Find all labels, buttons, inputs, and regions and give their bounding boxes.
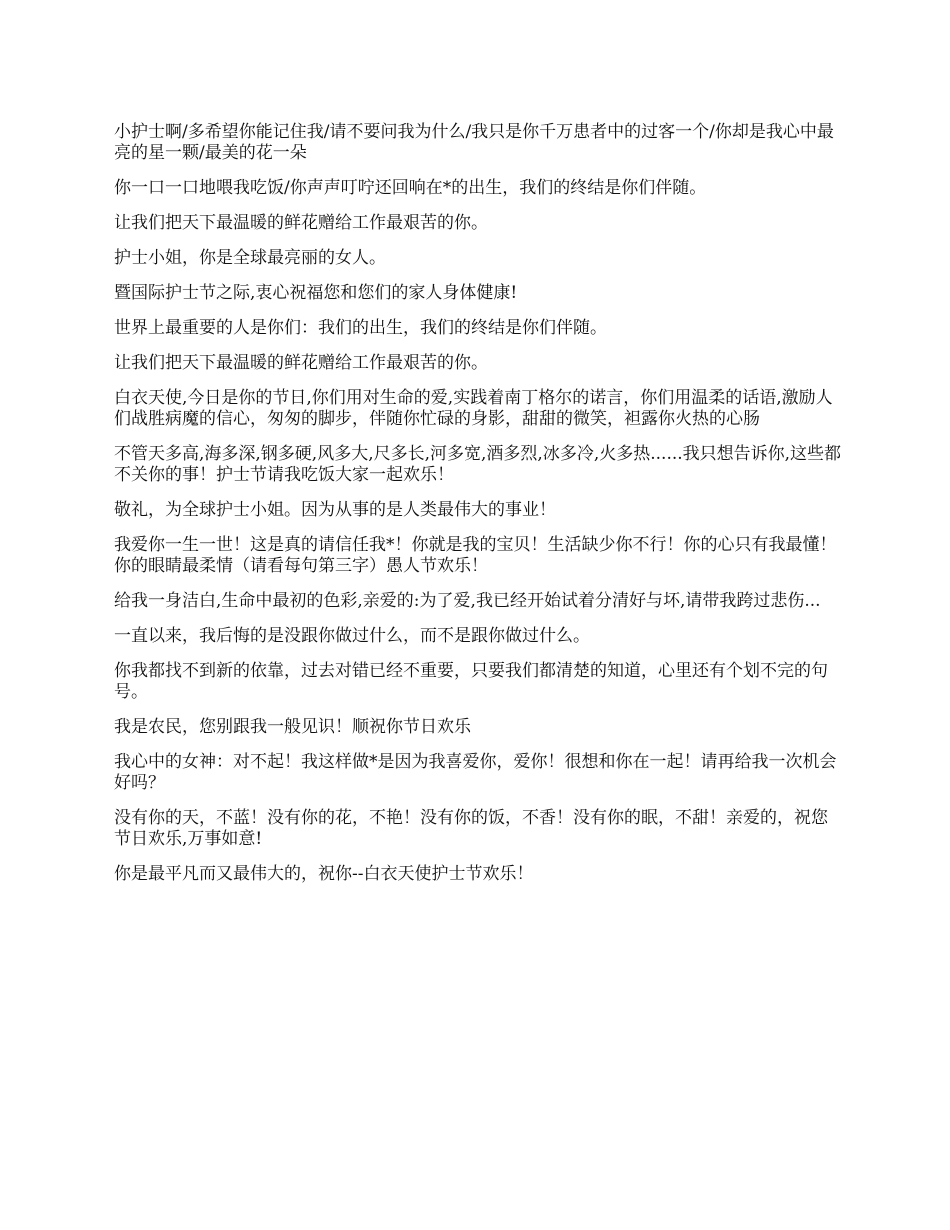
paragraph-4: 护士小姐，你是全球最亮丽的女人。 xyxy=(114,248,386,268)
paragraph-17: 没有你的天，不蓝！没有你的花，不艳！没有你的饭，不香！没有你的眠，不甜！亲爱的，祝您节日欢乐,万事如意! xyxy=(114,808,828,849)
paragraph-2: 你一口一口地喂我吃饭/你声声叮咛还回响在*的出生，我们的终结是你们伴随。 xyxy=(114,178,707,198)
paragraph-16: 我心中的女神：对不起！我这样做*是因为我喜爱你，爱你！很想和你在一起！请再给我一次机会好吗？ xyxy=(114,752,837,793)
paragraph-5: 暨国际护士节之际,衷心祝福您和您们的家人身体健康! xyxy=(114,283,518,303)
paragraph-18: 你是最平凡而又最伟大的，祝你--白衣天使护士节欢乐！ xyxy=(114,864,534,884)
paragraph-1: 小护士啊/多希望你能记住我/请不要问我为什么/我只是你千万患者中的过客一个/你却是我心中最亮的星一颗/最美的花一朵 xyxy=(114,122,834,163)
paragraph-13: 一直以来，我后悔的是没跟你做过什么，而不是跟你做过什么。 xyxy=(114,626,590,646)
paragraph-12: 给我一身洁白,生命中最初的色彩,亲爱的:为了爱,我已经开始试着分清好与坏,请带我跨过悲伤... xyxy=(114,591,821,611)
paragraph-9: 不管天多高,海多深,钢多硬,风多大,尺多长,河多宽,酒多烈,冰多冷,火多热......我只想告诉你,这些都不关你的事！护士节请我吃饭大家一起欢乐！ xyxy=(114,444,842,485)
paragraph-8: 白衣天使,今日是你的节日,你们用对生命的爱,实践着南丁格尔的诺言，你们用温柔的话语,激励人们战胜病魔的信心，匆匆的脚步，伴随你忙碌的身影，甜甜的微笑，袒露你火热的心肠 xyxy=(114,388,833,429)
paragraph-6: 世界上最重要的人是你们：我们的出生，我们的终结是你们伴随。 xyxy=(114,318,607,338)
document-body xyxy=(114,122,842,899)
paragraph-11: 我爱你一生一世！这是真的请信任我*！你就是我的宝贝！生活缺少你不行！你的心只有我最懂！你的眼睛最柔情（请看每句第三字）愚人节欢乐！ xyxy=(114,535,837,576)
paragraph-14: 你我都找不到新的依靠，过去对错已经不重要，只要我们都清楚的知道，心里还有个划不完的句号。 xyxy=(114,661,828,702)
paragraph-15: 我是农民，您别跟我一般见识！顺祝你节日欢乐 xyxy=(114,717,471,737)
paragraph-7: 让我们把天下最温暖的鲜花赠给工作最艰苦的你。 xyxy=(114,353,488,373)
paragraph-3: 让我们把天下最温暖的鲜花赠给工作最艰苦的你。 xyxy=(114,213,488,233)
paragraph-10: 敬礼，为全球护士小姐。因为从事的是人类最伟大的事业！ xyxy=(114,500,556,520)
